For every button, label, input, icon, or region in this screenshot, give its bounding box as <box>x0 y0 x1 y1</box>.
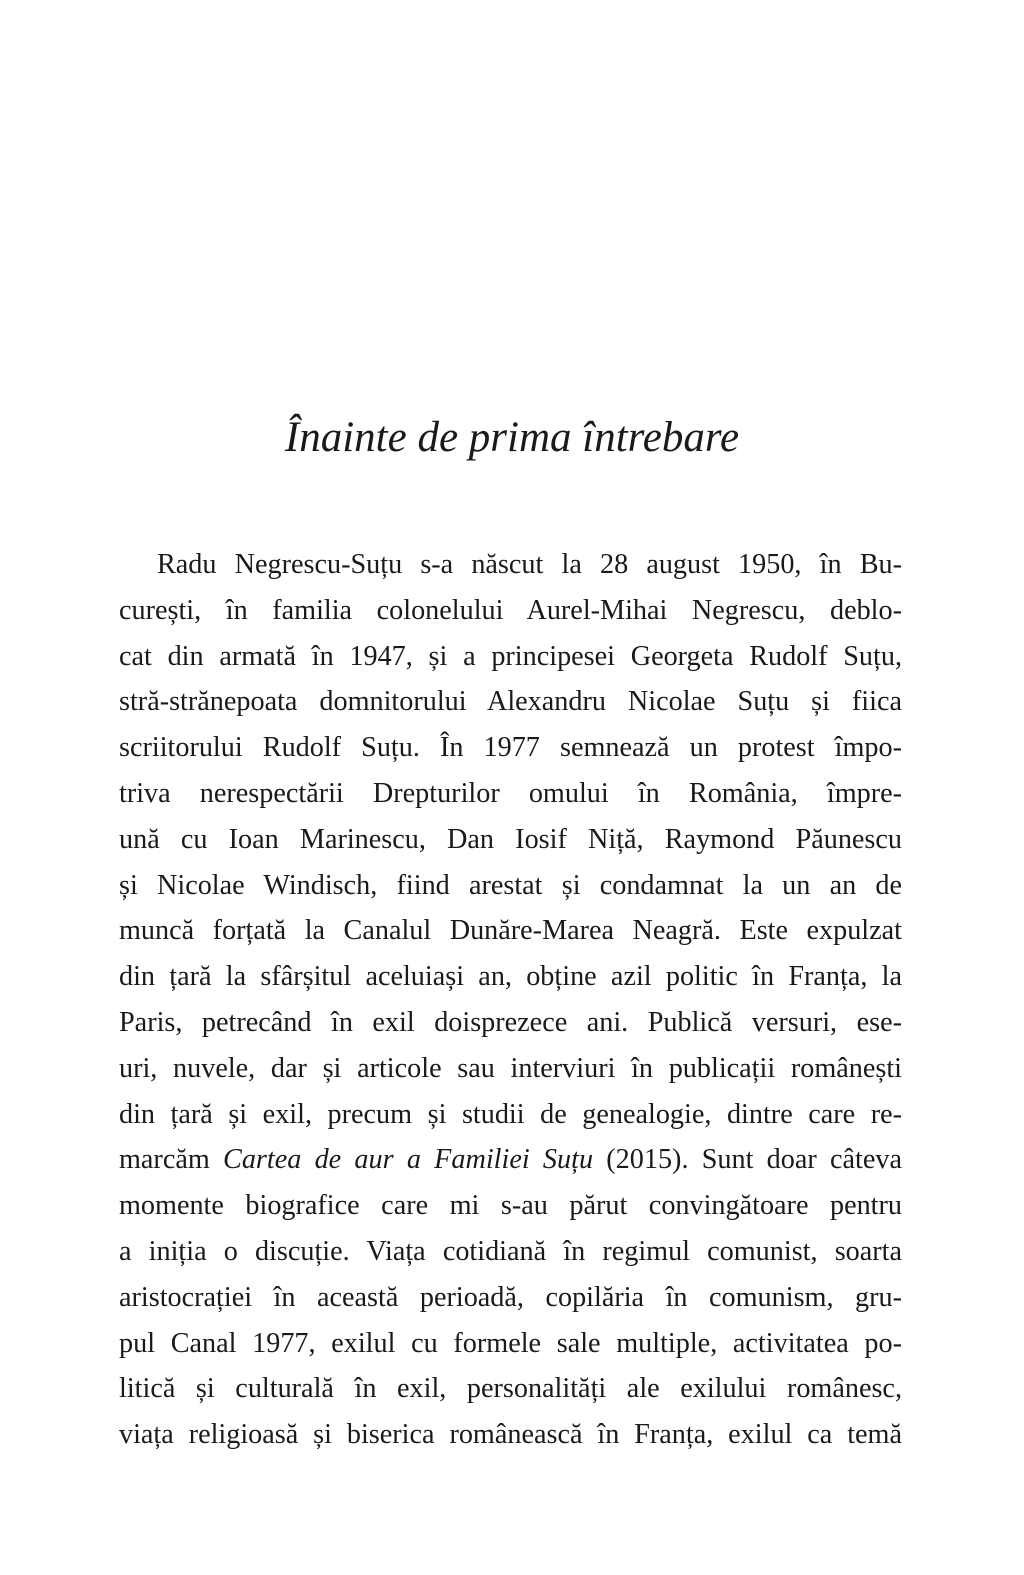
book-title: Cartea de aur a Familiei Suțu <box>223 1144 594 1176</box>
text-line: aristocrației în această perioadă, copilăria în comunism, gru- <box>119 1281 902 1313</box>
text-line: triva nerespectării Drepturilor omului în România, împre- <box>119 777 902 809</box>
text-line: momente biografice care mi s-au părut convingătoare pentru <box>119 1190 902 1222</box>
text-line: din țară și exil, precum și studii de genealogie, dintre care re- <box>119 1098 902 1130</box>
chapter-title: Înainte de prima întrebare <box>284 414 740 461</box>
text-span: marcăm <box>119 1144 224 1176</box>
body-paragraph <box>119 542 902 1458</box>
text-line: din țară la sfârșitul aceluiași an, obține azil politic în Franța, la <box>119 961 902 993</box>
text-line-with-book-title <box>119 1137 902 1183</box>
text-line: litică și culturală în exil, personalități ale exilului românesc, <box>119 1373 902 1405</box>
text-line: Paris, petrecând în exil doisprezece ani. Publică versuri, ese- <box>119 1006 902 1038</box>
text-line: pul Canal 1977, exilul cu formele sale multiple, activitatea po- <box>119 1327 902 1359</box>
text-line: stră-strănepoata domnitorului Alexandru Nicolae Suțu și fiica <box>119 686 902 718</box>
text-line: a iniția o discuție. Viața cotidiană în regimul comunist, soarta <box>119 1235 902 1267</box>
text-line: cat din armată în 1947, și a principesei Georgeta Rudolf Suțu, <box>119 640 902 672</box>
text-line: și Nicolae Windisch, fiind arestat și condamnat la un an de <box>119 869 902 901</box>
text-line: ună cu Ioan Marinescu, Dan Iosif Niță, Raymond Păunescu <box>119 823 902 855</box>
text-span: (2015). Sunt doar câteva <box>593 1144 902 1176</box>
text-line: curești, în familia colonelului Aurel-Mihai Negrescu, deblo- <box>119 594 902 626</box>
text-line: Radu Negrescu-Suțu s-a născut la 28 august 1950, în Bu- <box>157 549 902 580</box>
text-line: viața religioasă și biserica românească în Franța, exilul ca temă <box>119 1419 902 1451</box>
text-line: scriitorului Rudolf Suțu. În 1977 semnează un protest împo- <box>119 732 902 764</box>
text-line: uri, nuvele, dar și articole sau interviuri în publicații românești <box>119 1052 902 1084</box>
text-line: muncă forțată la Canalul Dunăre-Marea Neagră. Este expulzat <box>119 915 902 947</box>
